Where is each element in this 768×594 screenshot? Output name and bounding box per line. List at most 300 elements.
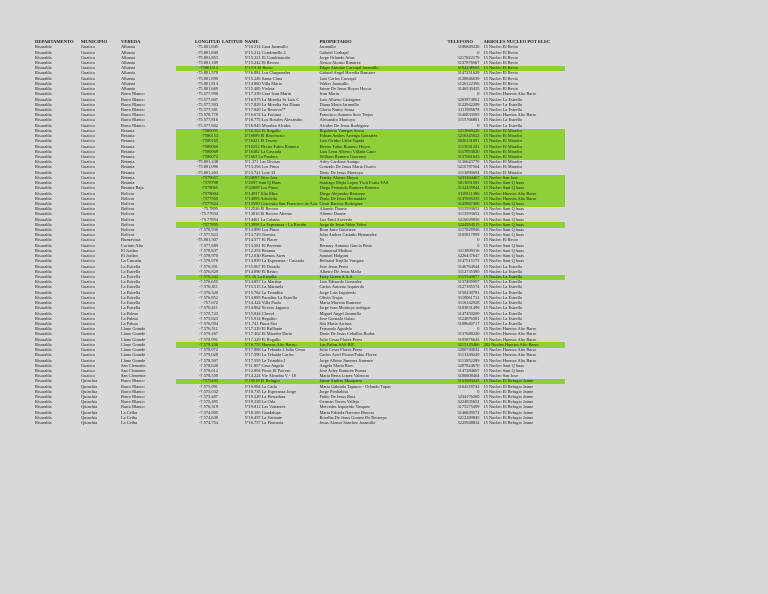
cell-propietario: Maria Fabiola Narvaez Rincon xyxy=(319,410,374,415)
cell-arboles: 15 Nucleo El Refugio Jaime xyxy=(483,415,534,420)
cell-vereda: Barro Blanco xyxy=(121,389,145,394)
cell-telefono: 3113349249 xyxy=(457,352,480,358)
cell-longitud: -757.672 xyxy=(202,300,218,306)
cell-municipio: Guatica xyxy=(81,285,95,290)
cell-propietario: Mercedes Izquierdo Vasquez xyxy=(319,405,371,410)
cell-name: 5°15.824 Chevel xyxy=(244,311,275,316)
cell-arboles: 15 Nucleo Sant Q huas xyxy=(483,232,524,238)
cell-municipio: Guatica xyxy=(81,295,95,300)
cell-telefono: 3113890694 xyxy=(457,170,480,175)
cell-name: 5°19518 El Refugio xyxy=(244,379,319,384)
cell-vereda: Bolivar xyxy=(121,217,135,222)
cell-arboles: 15 Nucleo Huertos Alto Barro xyxy=(483,332,537,337)
cell-arboles: 15 Nucleo La Estrella xyxy=(483,269,522,274)
cell-name: 5°17.849 La Reserva** xyxy=(244,107,286,112)
cell-telefono: 3146849572 xyxy=(457,410,480,415)
cell-longitud: -75.801,853 xyxy=(196,55,218,60)
cell-propietario: Gabriel Carbajal xyxy=(319,50,349,55)
cell-municipio: Guatica xyxy=(81,264,95,269)
cell-propietario: Born Jairo Gutierrez xyxy=(319,227,356,233)
cell-name: 5°16.945 Morabia Alcides xyxy=(244,123,291,128)
cell-longitud: -75.7895 xyxy=(202,206,218,212)
cell-propietario: Arley Cardona Arango xyxy=(319,159,360,165)
cell-vereda: La Estrella xyxy=(121,305,141,311)
cell-arboles: 15 Nucleo Sant Q huas xyxy=(482,186,565,191)
cell-municipio: Guatica xyxy=(81,305,95,311)
cell-longitud: -7580095 xyxy=(176,129,221,134)
cell-longitud: -7.576,320 xyxy=(198,290,218,295)
cell-name: 5°14.224 Vie Aleariba V - 18 xyxy=(244,373,296,379)
cell-vereda: La Ceiba xyxy=(121,420,137,426)
cell-municipio: Guatica xyxy=(81,123,95,128)
cell-telefono: 3224835652 xyxy=(457,399,480,405)
cell-propietario: Albeiro De Jesus Mafla xyxy=(319,269,362,274)
cell-name: 5°2097 Sant Q Huas xyxy=(244,181,319,186)
cell-telefono: 3146833585 xyxy=(457,112,480,118)
table-body xyxy=(34,45,565,426)
cell-departamento: Risaralda xyxy=(35,248,52,253)
cell-telefono: 0 xyxy=(477,123,480,128)
cell-propietario: Hector Fabio Romero Hoyos xyxy=(318,144,446,149)
cell-telefono: 3213669429 xyxy=(446,129,482,134)
cell-telefono: 3224954515 xyxy=(446,222,482,227)
cell-vereda: Bolivar xyxy=(121,201,135,206)
cell-vereda: Barro Blanco xyxy=(121,102,145,107)
cell-propietario: Fruty Green S.A.S. xyxy=(318,275,446,280)
cell-longitud: -7580066 xyxy=(176,144,221,149)
cell-departamento: Risaralda xyxy=(35,227,52,233)
cell-municipio: Guatica xyxy=(81,363,95,368)
cell-longitud: -7.578,972 xyxy=(198,347,218,353)
cell-propietario: Conrado De Jesus Maria Osorio xyxy=(319,165,376,170)
cell-name: 5°14401 La Cabaña xyxy=(244,217,280,222)
cell-departamento: Risaralda xyxy=(35,279,52,285)
cell-propietario: Jorge Albino Jimenez Jimenez xyxy=(319,358,373,363)
cell-longitud: -7.575,723 xyxy=(198,311,218,316)
cell-name: 5°13.729 Teresita xyxy=(244,232,276,238)
cell-vereda: Llano Grande xyxy=(121,332,146,337)
cell-telefono: 3126122396 xyxy=(457,81,480,86)
cell-arboles: 15 Nucleo El Refugio Jaime xyxy=(483,410,534,415)
cell-longitud: -7.576,319 xyxy=(198,405,218,410)
cell-departamento: Risaralda xyxy=(35,149,52,154)
cell-vereda: Barro Blanco xyxy=(121,399,145,405)
cell-arboles: 15 Nucleo La Estrella xyxy=(483,97,522,102)
cell-propietario: Carlos Antonio Izquierdo xyxy=(319,285,365,290)
cell-municipio: Guatica xyxy=(81,279,95,285)
cell-municipio: Guatica xyxy=(81,133,95,139)
cell-telefono: 3113852299 xyxy=(457,358,480,363)
cell-departamento: Risaralda xyxy=(35,384,52,389)
cell-longitud: -75.77854 xyxy=(200,217,218,222)
cell-departamento: Risaralda xyxy=(35,71,52,76)
cell-municipio: Guatica xyxy=(81,337,95,342)
cell-municipio: Guatica xyxy=(81,332,95,337)
cell-telefono: 3122435944 xyxy=(446,186,482,191)
cell-telefono: 3122876381 xyxy=(457,316,480,321)
cell-longitud: -7.576,094 xyxy=(198,321,218,326)
cell-vereda: Betania xyxy=(121,159,135,165)
cell-telefono: 3146764944 xyxy=(457,264,480,269)
cell-name: 5°13.859 La Esperanza - Cascada xyxy=(244,258,304,264)
cell-departamento: Risaralda xyxy=(35,363,52,368)
cell-departamento: Risaralda xyxy=(35,264,52,269)
cell-longitud: -7.576,829 xyxy=(198,269,218,274)
cell-arboles: 15 Nucleo La Estrella xyxy=(483,118,522,123)
cell-name: 5°17.590 La Tebaida Carlos xyxy=(244,352,294,358)
cell-name: 5°16.975 La Morelia Sr Luis C xyxy=(244,97,300,102)
cell-propietario: Fabio De Jesus Ruiz xyxy=(319,394,356,400)
cell-name: 5°17.229 El Rogallo xyxy=(244,337,281,342)
cell-vereda: Barro Blanco xyxy=(121,118,145,123)
cell-municipio: Quinchia xyxy=(81,394,98,400)
cell-name: 5°18.185 Guadalupe xyxy=(244,410,281,415)
cell-telefono: 3137688220 xyxy=(457,332,480,337)
cell-vereda: Llano Grande xyxy=(121,352,146,358)
cell-name: 5°15.246 Santa Clara xyxy=(244,76,283,81)
cell-telefono: 0 xyxy=(477,326,480,332)
cell-vereda: Barro Blanco xyxy=(121,107,145,112)
cell-longitud: -7578798 xyxy=(176,181,221,186)
cell-vereda: La Ceiba xyxy=(121,410,137,415)
cell-departamento: Risaralda xyxy=(35,217,52,222)
cell-telefono: 3212269845 xyxy=(457,415,480,420)
cell-vereda: Llano Grande xyxy=(121,358,146,363)
cell-name: 5°17.339 Casa Ivan Marin xyxy=(244,91,291,97)
cell-propietario: Jaramillo xyxy=(319,45,336,50)
cell-departamento: Risaralda xyxy=(35,81,52,86)
cell-municipio: Guatica xyxy=(81,311,95,316)
cell-departamento: Risaralda xyxy=(35,112,52,118)
cell-vereda: Betania xyxy=(121,144,135,149)
cell-municipio: Guatica xyxy=(81,60,95,66)
cell-departamento: Risaralda xyxy=(35,300,52,306)
cell-name: 5°14.885 Paradise La Estrella xyxy=(244,295,297,300)
cell-municipio: Guatica xyxy=(81,321,95,326)
cell-longitud: -7578065 xyxy=(176,186,221,191)
cell-municipio: Guatica xyxy=(81,118,95,123)
cell-arboles: 15 Nucleo Huertos Alto Barro xyxy=(483,358,537,363)
cell-departamento: Risaralda xyxy=(35,332,52,337)
cell-longitud: -75.801,849 xyxy=(196,50,218,55)
cell-arboles: 15 Nucleo La Estrella xyxy=(483,285,522,290)
cell-arboles: 15 Nucleo El Mirador xyxy=(483,170,523,175)
cell-vereda: Albania xyxy=(121,55,135,60)
cell-longitud: -75.801,578 xyxy=(196,71,218,76)
cell-telefono: 3103831496 xyxy=(457,305,480,311)
cell-telefono: 3115766801 xyxy=(457,118,480,123)
cell-longitud: -75801513 xyxy=(176,66,221,71)
cell-departamento: Risaralda xyxy=(35,55,52,60)
cell-propietario: Jorge Piedrahita xyxy=(319,389,348,394)
header-latitud: LATITUD xyxy=(222,39,243,44)
cell-propietario: Gabriel Angel Heredia Ramirez xyxy=(319,71,376,76)
cell-longitud: -75.801,238 xyxy=(196,159,218,165)
cell-municipio: Quinchia xyxy=(81,389,98,394)
cell-vereda: La Palma xyxy=(121,321,138,326)
data-table xyxy=(34,39,565,426)
cell-name: 5°15.221 El Combinación xyxy=(244,55,291,60)
cell-municipio: Guatica xyxy=(81,112,95,118)
cell-arboles: 15 Nucleo Sant Q huas xyxy=(483,258,524,264)
cell-propietario: Miguel Angel Jaramillo xyxy=(319,311,362,316)
cell-longitud: -7.576,852 xyxy=(198,295,218,300)
cell-vereda: Betania xyxy=(121,138,135,144)
cell-municipio: Guatica xyxy=(81,170,95,175)
cell-propietario: Angela Maria Rios xyxy=(319,363,353,368)
cell-vereda: La Cascada xyxy=(121,258,142,264)
cell-propietario: Maria Gabriela Tapasco - Orlando Tapas xyxy=(319,384,391,389)
cell-departamento: Risaralda xyxy=(35,196,52,201)
cell-telefono: 3226437647 xyxy=(457,253,480,259)
cell-propietario: Jose Jesus Perez xyxy=(319,264,349,269)
cell-name: 5°19.735 La Esperanza Jorge xyxy=(244,389,297,394)
header-propietario: PROPIETARIO xyxy=(319,39,352,44)
cell-name: 5°19.229 La Herradura xyxy=(244,394,286,400)
cell-telefono: 3113593652 xyxy=(457,212,480,217)
cell-vereda: Albania xyxy=(121,65,135,71)
cell-telefono: 3150230781 xyxy=(457,290,480,295)
cell-name: 5°15.9 El Recio xyxy=(244,66,319,71)
cell-vereda: Llano Grande xyxy=(121,337,146,342)
cell-longitud: -7.578,837 xyxy=(198,248,218,253)
cell-departamento: Risaralda xyxy=(35,389,52,394)
cell-name: 5°14.577 El Placer xyxy=(244,238,278,243)
cell-vereda: Albania xyxy=(121,86,135,92)
cell-longitud: -7577824 xyxy=(176,202,221,207)
cell-name: 5°15.242 El Recreo xyxy=(244,60,280,66)
cell-municipio: Guatica xyxy=(81,232,95,238)
cell-municipio: Guatica xyxy=(81,258,95,264)
cell-arboles: 15 Nucleo Sant Q huas xyxy=(483,206,524,212)
cell-municipio: Quinchia xyxy=(81,399,98,405)
cell-propietario: Alexandro Montoya xyxy=(319,118,355,123)
cell-vereda: Barro Blanco xyxy=(121,384,145,389)
cell-propietario: Edgar Antonio Carvajal Jaramillo xyxy=(318,66,446,71)
cell-longitud: -7580072 xyxy=(176,155,221,160)
cell-arboles: 15 Nucleo Sant Q huas xyxy=(483,363,524,368)
cell-municipio: Guatica xyxy=(81,149,95,154)
cell-propietario: Jorge Luis Izquierdo xyxy=(319,290,356,295)
cell-departamento: Risaralda xyxy=(35,118,52,123)
cell-longitud: -75.801,096 xyxy=(196,165,218,170)
cell-name: 5°19.812 Las Variantes xyxy=(244,405,286,410)
cell-propietario: Maria Berta Lopez Valencia xyxy=(319,373,369,379)
cell-name: 5°17.229 El Brillante xyxy=(244,326,283,332)
cell-telefono: 3147515175 xyxy=(457,258,480,264)
cell-vereda: Barro Blanco xyxy=(121,97,145,102)
cell-departamento: Risaralda xyxy=(35,321,52,326)
cell-vereda: Betania xyxy=(121,133,135,139)
cell-longitud: -7.576,611 xyxy=(199,305,218,311)
cell-name: 5°16.757 La Piomeria xyxy=(244,420,284,426)
cell-longitud: -7.578,550 xyxy=(198,373,218,379)
cell-municipio: Guatica xyxy=(81,191,95,196)
cell-arboles: 15 Nucleo El Recio xyxy=(483,81,518,86)
cell-vereda: Albania xyxy=(121,81,135,86)
cell-longitud: -75.77654 xyxy=(200,212,218,217)
cell-propietario: Dario De Jesus Hernandez xyxy=(318,196,446,201)
cell-vereda: El Jordan xyxy=(121,253,138,259)
cell-name: 5°13590 Corcosito San Francisco de Asis xyxy=(244,201,318,206)
cell-name: 5°24097 Sitio Joss xyxy=(244,175,319,180)
cell-arboles: 15 Nucleo El Refugio Jaime xyxy=(483,384,534,389)
cell-propietario: Dario De Jesus Ceballos Rodas xyxy=(319,332,375,337)
cell-departamento: Risaralda xyxy=(35,222,52,227)
cell-name: 5°1663 La Pradera xyxy=(244,155,319,160)
cell-telefono: 3216345022 xyxy=(446,134,482,139)
cell-departamento: Risaralda xyxy=(35,154,52,159)
cell-vereda: La Palma xyxy=(121,311,138,316)
cell-vereda: Llano Grande xyxy=(121,342,146,347)
cell-vereda: El Jordan xyxy=(121,248,138,253)
cell-propietario: Luis Ovidio Uribe Tajada xyxy=(318,139,446,144)
cell-longitud: -7.576,811 xyxy=(199,285,218,290)
cell-telefono: 3137876567 xyxy=(457,60,480,66)
cell-longitud: -7.575,032 xyxy=(198,389,218,394)
cell-longitud: -75.801,203 xyxy=(196,170,218,175)
cell-municipio: Guatica xyxy=(81,185,95,191)
cell-propietario: Jose Gonzalo Galan xyxy=(319,316,355,321)
cell-arboles: 15 Nucleo El Mirador xyxy=(482,155,565,160)
cell-departamento: Risaralda xyxy=(35,420,52,426)
cell-municipio: Guatica xyxy=(81,300,95,306)
cell-name: 5°14.090 El Retiro xyxy=(244,269,278,274)
cell-municipio: Guatica xyxy=(81,326,95,332)
cell-propietario: Jorge Orlando Arias xyxy=(319,55,355,60)
cell-municipio: Guatica xyxy=(81,227,95,233)
cell-longitud: -7.574,754 xyxy=(198,420,218,426)
cell-name: 5°13.394 Los Pinos xyxy=(244,165,280,170)
cell-departamento: Risaralda xyxy=(35,91,52,97)
cell-telefono: 3195876643 xyxy=(457,337,480,342)
cell-municipio: Guatica xyxy=(81,71,95,76)
cell-propietario: Julio Cesar Florez Perez xyxy=(319,337,363,342)
cell-vereda: Betania xyxy=(121,175,135,180)
cell-arboles: 15 Nucleo Huertos Alto Barro xyxy=(482,191,565,196)
cell-vereda: La Palma xyxy=(121,316,138,321)
cell-departamento: Risaralda xyxy=(35,399,52,405)
cell-departamento: Risaralda xyxy=(35,107,52,112)
cell-departamento: Risaralda xyxy=(35,352,52,358)
cell-propietario: Walter Jaramillo xyxy=(319,81,349,86)
cell-propietario: Maria Moreno Ramirez xyxy=(319,300,361,306)
cell-arboles: 15 Nucleo El Recio xyxy=(483,60,518,66)
cell-telefono: 3113031341 xyxy=(446,144,482,149)
cell-propietario: Jose Arley Ramirez Puerta xyxy=(319,368,367,373)
header-longitud: LONGITUD xyxy=(194,39,220,44)
cell-arboles: 15 Nucleo Sant Q huas xyxy=(483,243,524,248)
cell-municipio: Guatica xyxy=(81,81,95,86)
cell-telefono: 3122942289 xyxy=(457,102,480,107)
cell-telefono: 3163983425 xyxy=(446,379,482,384)
cell-name: 5°19.984 La Carla xyxy=(244,384,277,389)
cell-vereda: Corinto Alto xyxy=(121,243,144,248)
cell-arboles: 15 Nucleo La Estrella xyxy=(483,321,522,326)
cell-name: 5°14.862 Yovero Jaguero xyxy=(244,305,290,311)
cell-name: 5°15.914 Regalito xyxy=(244,316,277,321)
cell-name: 5°1.371 Las Divisas xyxy=(244,159,281,165)
cell-longitud: -75.801,845 xyxy=(196,45,218,50)
cell-propietario: Francisco Antonio Soto Trejos xyxy=(319,112,373,118)
cell-arboles: 15 Nucleo El Recio xyxy=(483,50,518,55)
cell-propietario: Julio Cesar Florez Perez xyxy=(319,347,363,353)
cell-vereda: Buenavista xyxy=(121,238,141,243)
cell-vereda: Barro Blanco xyxy=(121,394,145,400)
cell-arboles: 15 Nucleo Sant Q huas xyxy=(482,202,565,207)
cell-propietario: Cesar Barrios Rodriguez xyxy=(318,202,446,207)
cell-departamento: Risaralda xyxy=(35,326,52,332)
cell-longitud: -75.577,607 xyxy=(196,97,218,102)
cell-longitud: -7579657 xyxy=(176,175,221,180)
cell-departamento: Risaralda xyxy=(35,274,52,279)
cell-telefono: 3112735390 xyxy=(457,269,480,274)
cell-departamento: Risaralda xyxy=(35,405,52,410)
cell-name: 5°1.16 La Estrella xyxy=(244,275,319,280)
cell-arboles: 15 Nucleo El Recio xyxy=(483,86,518,92)
cell-arboles: 15 Nucleo El Refugio Jaime xyxy=(483,399,534,405)
cell-propietario: Guimarad Medina xyxy=(319,248,352,253)
cell-longitud: -7.578,936 xyxy=(198,227,218,233)
cell-propietario: Diana Maria Jaramillo xyxy=(319,102,359,107)
cell-longitud: -7.579,267 xyxy=(198,332,218,337)
cell-departamento: Risaralda xyxy=(35,305,52,311)
cell-arboles: 15 Nucleo Sant Q huas xyxy=(483,368,524,373)
cell-vereda: Barro Blanco xyxy=(121,405,145,410)
cell-arboles: 15 Nucleo El Refugio Jaime xyxy=(483,420,534,426)
cell-arboles: 15 Nucleo Sant Q huas xyxy=(483,217,524,222)
cell-telefono: 0 xyxy=(477,50,480,55)
cell-municipio: Guatica xyxy=(81,238,95,243)
cell-arboles: 15 Nucleo La Estrella xyxy=(483,279,522,285)
cell-departamento: Risaralda xyxy=(35,316,52,321)
cell-departamento: Risaralda xyxy=(35,138,52,144)
cell-telefono: 3147251629 xyxy=(457,71,480,76)
cell-vereda: Albania xyxy=(121,60,135,66)
cell-longitud: -7.577,823 xyxy=(198,232,218,238)
header-telefono: TELEFONO xyxy=(447,39,473,44)
cell-vereda: Bolivar xyxy=(121,222,135,227)
cell-vereda: Albania xyxy=(121,71,135,76)
cell-vereda: Betania xyxy=(121,128,135,133)
cell-departamento: Risaralda xyxy=(35,144,52,149)
cell-arboles: 15 Nucleo El Mirador xyxy=(482,144,565,149)
cell-departamento: Risaralda xyxy=(35,368,52,373)
cell-name: 5°15.212 Combinello 2 xyxy=(244,50,286,55)
cell-departamento: Risaralda xyxy=(35,201,52,206)
cell-name: 5°16252 Hector Fabio Romero xyxy=(244,144,319,149)
cell-vereda: Bolivar xyxy=(121,212,135,217)
cell-departamento: Risaralda xyxy=(35,379,52,384)
cell-longitud: -7.577,689 xyxy=(198,243,218,248)
cell-propietario: Carlos Ariel Florez/Fabio Florez xyxy=(319,352,377,358)
cell-name: 5°16382 La Cascada xyxy=(244,149,319,154)
cell-departamento: Risaralda xyxy=(35,212,52,217)
cell-departamento: Risaralda xyxy=(35,243,52,248)
cell-municipio: Guatica xyxy=(81,373,95,379)
cell-telefono: 0 xyxy=(477,91,480,97)
cell-departamento: Risaralda xyxy=(35,415,52,420)
cell-telefono: 0 xyxy=(477,243,480,248)
cell-municipio: Guatica xyxy=(81,243,95,248)
cell-propietario: Jaime Andres Mosquera xyxy=(318,379,446,384)
cell-telefono: 3117853820 xyxy=(446,149,482,154)
cell-name: 5°16.881 Los Chaparrales xyxy=(244,71,291,76)
header-vereda: VEREDA xyxy=(121,39,141,44)
cell-longitud: -7.574,639 xyxy=(198,415,218,420)
cell-telefono: 3111985678 xyxy=(457,107,480,112)
cell-municipio: Guatica xyxy=(81,128,95,133)
